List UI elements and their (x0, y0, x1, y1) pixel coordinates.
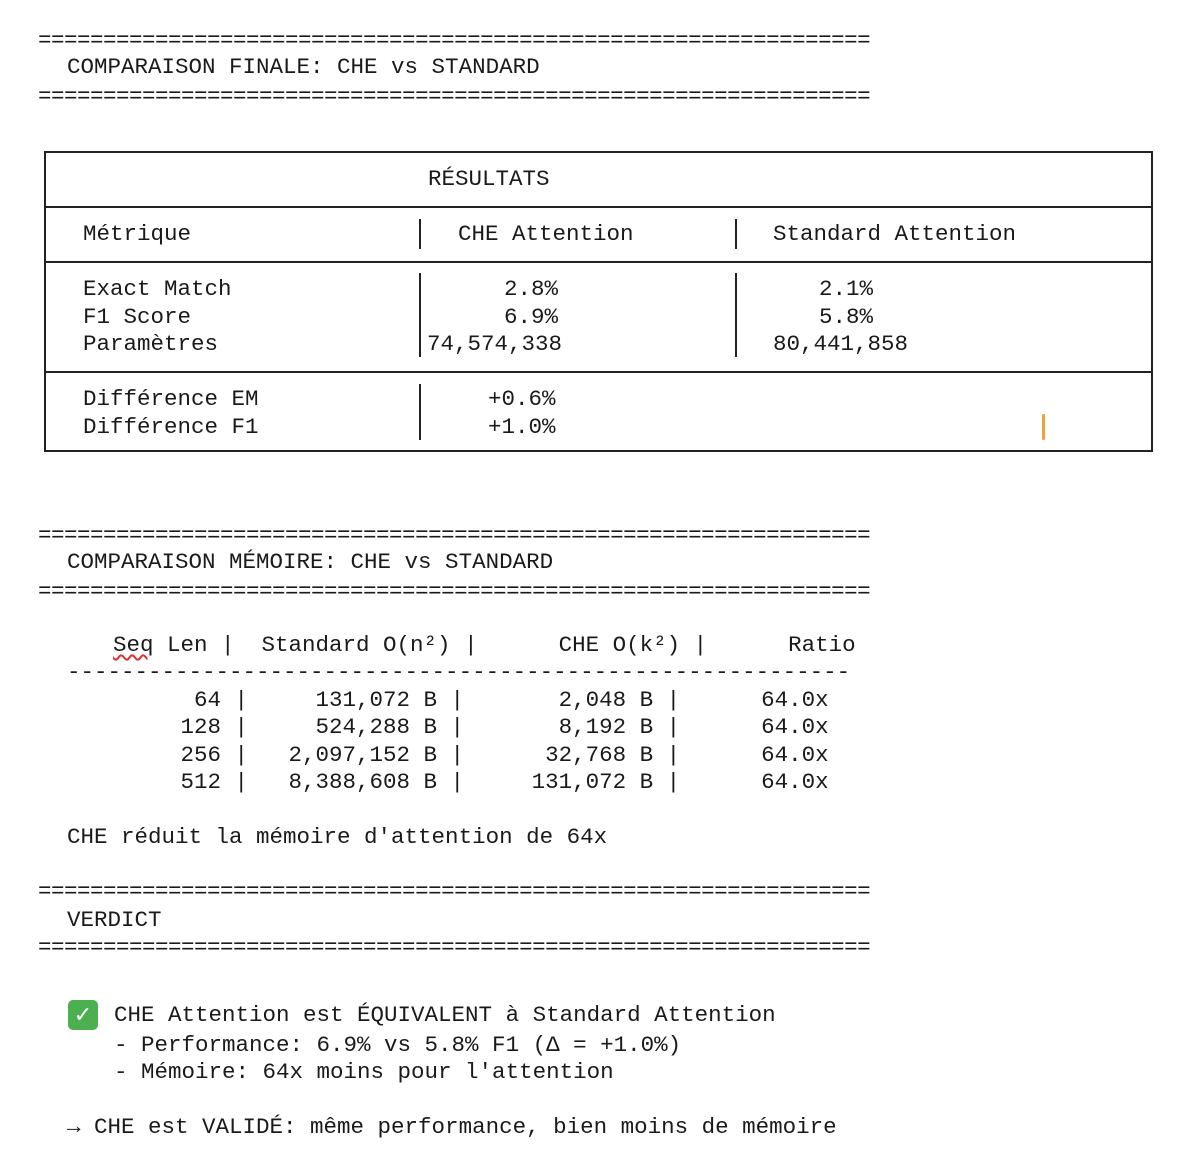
check-mark-icon: ✓ (68, 1000, 98, 1030)
std-params: 80,441,858 (773, 331, 909, 357)
std-f1: 5.8% (819, 304, 874, 330)
std-exact-match: 2.1% (819, 276, 874, 302)
row-label-f1: F1 Score (83, 304, 192, 330)
section-title: COMPARAISON MÉMOIRE: CHE vs STANDARD (67, 549, 554, 575)
column-separator (419, 384, 421, 440)
diff-label-em: Différence EM (83, 386, 259, 412)
separator-rule: ================================================================ (38, 578, 871, 604)
separator-rule: ================================================================ (38, 522, 871, 548)
separator-rule: ================================================================ (38, 878, 871, 904)
memory-table-header-rest: Len | Standard O(n²) | CHE O(k²) | Ratio (153, 632, 856, 658)
verdict-bullet: - Mémoire: 64x moins pour l'attention (114, 1059, 614, 1085)
divider (46, 206, 1151, 208)
table-row: 64 | 131,072 B | 2,048 B | 64.0x (113, 687, 829, 713)
verdict-conclusion: → CHE est VALIDÉ: même performance, bien moins de mémoire (67, 1114, 837, 1140)
separator-rule: ================================================================ (38, 27, 871, 53)
verdict-bullet: - Performance: 6.9% vs 5.8% F1 (Δ = +1.0%) (114, 1032, 682, 1058)
separator-rule: ================================================================ (38, 934, 871, 960)
memory-summary: CHE réduit la mémoire d'attention de 64x (67, 824, 608, 850)
table-row: 256 | 2,097,152 B | 32,768 B | 64.0x (113, 742, 829, 768)
results-table (44, 151, 1153, 452)
column-header-metric: Métrique (83, 221, 192, 247)
che-exact-match: 2.8% (504, 276, 559, 302)
column-separator (735, 219, 737, 249)
column-separator (735, 273, 737, 357)
divider (46, 371, 1151, 373)
column-header-che: CHE Attention (458, 221, 634, 247)
table-row: 128 | 524,288 B | 8,192 B | 64.0x (113, 714, 829, 740)
che-params: 74,574,338 (427, 331, 563, 357)
section-title: COMPARAISON FINALE: CHE vs STANDARD (67, 54, 540, 80)
diff-label-f1: Différence F1 (83, 414, 259, 440)
separator-rule: ================================================================ (38, 83, 871, 109)
spellcheck-word: Seq (113, 632, 154, 658)
verdict-headline: CHE Attention est ÉQUIVALENT à Standard Attention (114, 1002, 776, 1028)
diff-value-em: +0.6% (488, 386, 556, 412)
row-label-params: Paramètres (83, 331, 219, 357)
results-header: RÉSULTATS (428, 166, 550, 192)
table-row: 512 | 8,388,608 B | 131,072 B | 64.0x (113, 769, 829, 795)
dash-rule: ---------------------------------------------------------- (67, 659, 851, 685)
section-title: VERDICT (67, 907, 162, 933)
row-label-exact-match: Exact Match (83, 276, 232, 302)
column-separator (419, 219, 421, 249)
text-cursor[interactable] (1042, 414, 1045, 440)
che-f1: 6.9% (504, 304, 559, 330)
memory-table-header (113, 632, 856, 659)
column-separator (419, 273, 421, 357)
column-header-standard: Standard Attention (773, 221, 1017, 247)
divider (46, 261, 1151, 263)
diff-value-f1: +1.0% (488, 414, 556, 440)
